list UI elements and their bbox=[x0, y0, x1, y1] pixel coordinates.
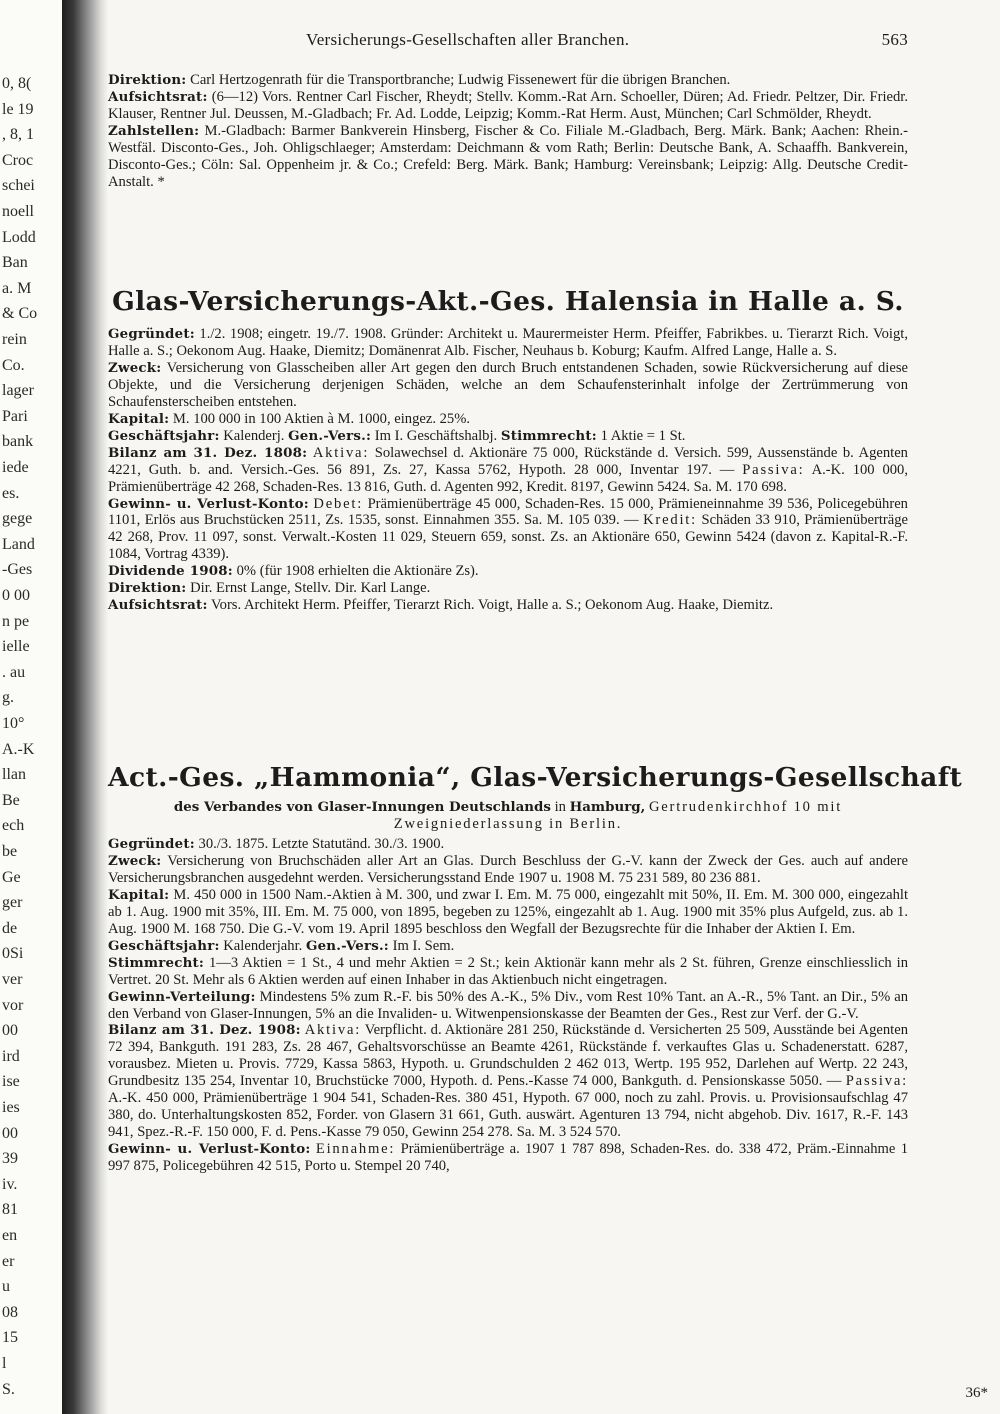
gutter-fragment: iede bbox=[2, 459, 29, 476]
hammonia-stimmrecht bbox=[108, 955, 908, 989]
hammonia-kapital bbox=[108, 887, 908, 938]
gutter-fragment: ies bbox=[2, 1099, 20, 1116]
zahlstellen-text: M.-Gladbach: Barmer Bankverein Hinsberg, Fischer & Co. Filiale M.-Gladbach, Berg. Märk. Bank; Aachen: Rhein.-Westfäl. Disconto-Ges., Joh. Ohligschlaeger; Amsterdam: Deichmann & vom Rath; Berlin: Deutsche Bank, A. Schaaffh. Bankverein, Disconto-Ges.; Cöln: Sal. Oppenheim jr. & Co.; Crefeld: Berg. Märk. Bank; Hamburg: Vereinsbank; Leipzig: Allg. Deutsche Credit-Anstalt. * bbox=[108, 122, 908, 190]
geschaeftsjahr-label: Geschäftsjahr: bbox=[108, 937, 220, 954]
gutter-fragment: n pe bbox=[2, 612, 30, 630]
direktion-label: Direktion: bbox=[108, 72, 187, 88]
gutter-fragment: 15 bbox=[2, 1329, 18, 1347]
stimmrecht-label: Stimmrecht: bbox=[500, 427, 597, 444]
zweck-label: Zweck: bbox=[108, 359, 162, 376]
zweck-text: Versicherung von Glasscheiben aller Art gegen den durch Bruch entstandenen Schaden, sowie Rückversicherung auf diese Objekte, und die Versicherung derjenigen Schäden, welche an dem Schaufensterinhalt infolge der Zertrümmerung von Schaufensterscheiben entstehen. bbox=[108, 359, 908, 410]
gutter-fragment: llan bbox=[2, 766, 26, 784]
hammonia-bilanz bbox=[108, 1022, 908, 1141]
kapital-label: Kapital: bbox=[108, 410, 170, 427]
halensia-zweck bbox=[108, 360, 908, 411]
gutter-fragment: ird bbox=[2, 1047, 20, 1065]
aktiva-label: Aktiva: bbox=[304, 1022, 362, 1039]
signature-mark: 36* bbox=[965, 1385, 988, 1401]
passiva-text: A.-K. 100 000, Prämienüberträge 42 268, Schaden-Res. 13 816, Guth. d. Agenten 992, Kredit. 8197, Gewinn 5424. Sa. M. 170 698. bbox=[108, 461, 908, 495]
gutter-fragment: & Co bbox=[2, 305, 38, 323]
kapital-text: M. 100 000 in 100 Aktien à M. 1000, eingez. 25%. bbox=[172, 410, 471, 427]
gutter-fragment: 0Si bbox=[2, 945, 24, 963]
dividende-text: 0% (für 1908 erhielten die Aktionäre Zs). bbox=[236, 563, 479, 580]
gutter-fragment: be bbox=[2, 843, 18, 860]
geschaeftsjahr-text: Kalenderjahr. bbox=[223, 937, 303, 954]
zahlstellen-paragraph bbox=[108, 123, 908, 191]
subtitle-address: Gertrudenkirchhof 10 mit Zweigniederlassung in Berlin. bbox=[393, 799, 843, 832]
aufsichtsrat-label: Aufsichtsrat: bbox=[108, 88, 208, 105]
aufsichtsrat-label: Aufsichtsrat: bbox=[108, 597, 208, 614]
kredit-label: Kredit: bbox=[643, 512, 698, 529]
hammonia-title: Act.-Ges. „Hammonia“, Glas-Versicherungs-Gesellschaft bbox=[108, 762, 963, 793]
hammonia-geschaeftsjahr bbox=[108, 938, 908, 955]
gutter-fragment: bank bbox=[2, 433, 34, 451]
gegruendet-label: Gegründet: bbox=[108, 326, 195, 342]
hammonia-body bbox=[108, 836, 908, 1175]
gutter-fragment: en bbox=[2, 1227, 18, 1244]
gegruendet-text: 1./2. 1908; eingetr. 19./7. 1908. Gründer: Architekt u. Maurermeister Herm. Pfeiffer, Fabrikbes. u. Tierarzt Rich. Voigt, Halle a. S.; Oekonom Aug. Haake, Diemitz; Domänenrat Alb. Fischer, Neuhaus b. Koburg; Kaufm. Alfred Lange, Halle a. S. bbox=[108, 326, 908, 359]
zweck-text: Versicherung von Bruchschäden aller Art an Glas. Durch Beschluss der G.-V. kann der Zweck der Ges. auch auf andere Versicherungsbranchen ausgedehnt werden. Versicherungsstand Ende 1907 u. 1908 M. 75 231 589, 80 236 881. bbox=[108, 852, 908, 886]
stimmrecht-label: Stimmrecht: bbox=[108, 954, 205, 971]
einnahme-text: Prämienüberträge a. 1907 1 787 898, Schaden-Res. do. 338 472, Präm.-Einnahme 1 997 875, Policegebühren 42 515, Porto u. Stempel 20 740, bbox=[108, 1141, 908, 1175]
gutter-fragment: ech bbox=[2, 817, 25, 835]
stimmrecht-text: 1 Aktie = 1 St. bbox=[600, 427, 686, 444]
gutter-fragment: Ban bbox=[2, 254, 28, 272]
zweck-label: Zweck: bbox=[108, 852, 162, 869]
gutter-fragment: rein bbox=[2, 331, 27, 348]
gutter-fragment: ger bbox=[2, 894, 23, 912]
halensia-aufsichtsrat bbox=[108, 597, 908, 614]
running-title: Versicherungs-Gesellschaften aller Branchen. bbox=[306, 30, 630, 49]
geschaeftsjahr-label: Geschäftsjahr: bbox=[108, 427, 220, 444]
gutter-fragment: A.-K bbox=[2, 740, 35, 758]
kapital-text: M. 450 000 in 1500 Nam.-Aktien à M. 300, und zwar I. Em. M. 75 000, eingezahlt mit 50%, II. Em. M. 300 000, eingezahlt ab 1. Aug. 1900 mit 35%, III. Em. M. 75 000, von 1895, begeben zu 125%, eingezahlt ab 1. Aug. 1900 mit 35% plus Aufgeld, zus. ab 1. Aug. 1900 M. 168 750. Die G.-V. vom 19. April 1895 beschloss den Wegfall der Bezugsrechte für die Inhaber der Aktien I. Em. bbox=[108, 886, 909, 937]
aufsichtsrat-text: (6—12) Vors. Rentner Carl Fischer, Rheydt; Stellv. Komm.-Rat Arn. Schoeller, Düren; Ad. Friedr. Peltzer, Dir. Friedr. Klauser, Rentner Jul. Deussen, M.-Gladbach; Fr. Ad. Lodde, Leipzig; Komm.-Rat Herm. Aust, München; Carl Schmölder, Rheydt. bbox=[108, 88, 908, 122]
halensia-title: Glas-Versicherungs-Akt.-Ges. Halensia in Halle a. S. bbox=[112, 286, 904, 317]
passiva-text: A.-K. 450 000, Prämienüberträge 1 904 541, Schaden-Res. 380 451, Hypoth. 67 000, noch zu zahl. Provis. u. Provisionsaufschlag 47 380, do. Unterhaltungskosten 852, Forder. von Glasern 31 661, Guth. auswärt. Agenturen 13 794, nicht abgehob. Div. 1617, R.-F. 143 941, Spez.-R.-F. 150 000, F. d. Pens.-Kasse 79 050, Gewinn 254 278. Sa. M. 3 524 570. bbox=[108, 1090, 908, 1141]
gutter-fragment: ver bbox=[2, 971, 23, 988]
gutter-fragment: ise bbox=[2, 1073, 20, 1091]
aufsichtsrat-text: Vors. Architekt Herm. Pfeiffer, Tierarzt Rich. Voigt, Halle a. S.; Oekonom Aug. Haake, Diemitz. bbox=[210, 597, 774, 614]
gutter-fragment: iv. bbox=[2, 1175, 18, 1193]
genvers-text: Im I. Sem. bbox=[392, 937, 455, 954]
gutter-fragment: schei bbox=[2, 177, 35, 195]
passiva-label: Passiva: bbox=[845, 1073, 908, 1090]
page-number: 563 bbox=[881, 30, 908, 49]
halensia-geschaeftsjahr bbox=[108, 428, 908, 445]
gutter-fragment: Pari bbox=[2, 407, 28, 425]
gutter-fragment: 10° bbox=[2, 715, 25, 732]
genvers-label: Gen.-Vers.: bbox=[305, 937, 389, 954]
gutter-fragment: a. M bbox=[2, 279, 32, 297]
direktion-label: Direktion: bbox=[108, 580, 187, 597]
hammonia-gegruendet bbox=[108, 836, 908, 853]
gutter-fragment: Co. bbox=[2, 356, 25, 374]
gutter-fragment: de bbox=[2, 919, 18, 937]
hammonia-subtitle bbox=[108, 799, 908, 833]
gewinnverteilung-text: Mindestens 5% zum R.-F. bis 50% des A.-K., 5% Div., vom Rest 10% Tant. an A.-R., 5% Tant. an Dir., 5% an den Verband von Glaser-Innungen, 5% an die Invaliden- u. Witwenpensionskasse der Beamten der Ges., Rest zur Verf. der G.-V. bbox=[108, 988, 908, 1022]
adjacent-page-gutter bbox=[0, 0, 62, 1414]
passiva-label: Passiva: bbox=[742, 461, 805, 478]
debet-label: Debet: bbox=[313, 495, 364, 512]
hammonia-entry bbox=[108, 762, 963, 793]
gutter-fragment: Be bbox=[2, 791, 20, 809]
gutter-fragment: 0, 8( bbox=[2, 75, 32, 92]
halensia-entry bbox=[108, 286, 908, 317]
gutter-fragment: gege bbox=[2, 510, 33, 528]
geschaeftsjahr-text: Kalenderj. bbox=[223, 427, 285, 444]
gutter-fragment: noell bbox=[2, 203, 34, 220]
gutter-fragment: 81 bbox=[2, 1201, 18, 1219]
gutter-fragment: le 19 bbox=[2, 100, 34, 118]
aktiva-text: Verpflicht. d. Aktionäre 281 250, Rückstände d. Versicherten 25 509, Ausstände bei Agenten 72 394, Bankguth. 191 283, Zs. 28 467, Gehaltsvorschüsse an Beamte 4261, Rückstände f. verkauftes Glas u. Schadenerstatt. 6287, vorausbez. Mieten u. Provis. 7729, Kassa 5863, Hypoth. u. Grundschulden 2 462 013, Wertp. 195 952, Darlehen auf Wertp. 22 243, Grundbesitz 135 254, Inventar 10, Bruchstücke 7000, Hypoth. d. Pens.-Kasse 74 000, Bankguth. d. Pensionskasse 5050. — bbox=[108, 1022, 908, 1090]
bilanz-label: Bilanz am 31. Dez. 1808: bbox=[108, 444, 308, 461]
einnahme-label: Einnahme: bbox=[315, 1141, 396, 1158]
gutter-fragment: 08 bbox=[2, 1303, 18, 1321]
gutter-fragment: Lodd bbox=[2, 228, 36, 246]
gutter-fragment: . au bbox=[2, 663, 26, 681]
gegruendet-label: Gegründet: bbox=[108, 836, 195, 852]
aktiva-label: Aktiva: bbox=[312, 444, 370, 461]
halensia-dividende bbox=[108, 563, 908, 580]
kredit-text: Schäden 33 910, Prämienüberträge 42 268, Prov. 11 097, sonst. Verwalt.-Kosten 11 029, Steuern 659, sonst. Zs. an Aktionäre 650, Gewinn 5424 (davon z. Kapital-R.-F. 1084, Vortrag 4339). bbox=[108, 512, 909, 563]
stimmrecht-text: 1—3 Aktien = 1 St., 4 und mehr Aktien = 2 St.; kein Aktionär kann mehr als 2 St. führen, Grenze einschliesslich in Vertret. 20 St. Mehr als 6 Aktien werden auf einen Inhaber in das Aktienbuch nicht eingetragen. bbox=[108, 954, 908, 988]
gutter-fragment: S. bbox=[2, 1380, 15, 1398]
zahlstellen-label: Zahlstellen: bbox=[108, 122, 200, 139]
gutter-fragment: es. bbox=[2, 484, 20, 502]
aktiva-text: Solawechsel d. Aktionäre 75 000, Rückstände d. Versich. 599, Aussenstände b. Agenten 4221, Guth. b. and. Versich.-Ges. 56 891, Zs. 27, Kassa 5762, Hypoth. 28 000, Inventar 197. — bbox=[108, 444, 908, 478]
gutter-fragment: er bbox=[2, 1252, 15, 1270]
hammonia-subtitle-block bbox=[108, 799, 908, 833]
halensia-bilanz bbox=[108, 445, 908, 496]
genvers-text: Im I. Geschäftshalbj. bbox=[374, 427, 498, 444]
gutter-fragment: -Ges bbox=[2, 561, 33, 579]
hammonia-zweck bbox=[108, 853, 908, 887]
gutter-fragment: 00 bbox=[2, 1124, 18, 1142]
aufsichtsrat-paragraph bbox=[108, 89, 908, 123]
gutter-fragment: Land bbox=[2, 535, 35, 553]
direktion-text: Dir. Ernst Lange, Stellv. Dir. Karl Lange. bbox=[190, 580, 431, 597]
direktion-text: Carl Hertzogenrath für die Transportbranche; Ludwig Fissenewert für die übrigen Branchen. bbox=[190, 72, 731, 88]
gutter-fragment: vor bbox=[2, 996, 24, 1014]
genvers-label: Gen.-Vers.: bbox=[288, 427, 372, 444]
halensia-kapital bbox=[108, 411, 908, 428]
gewinnverteilung-label: Gewinn-Verteilung: bbox=[108, 988, 256, 1005]
dividende-label: Dividende 1908: bbox=[108, 563, 233, 580]
debet-text: Prämienüberträge 45 000, Schaden-Res. 15 000, Prämieneinnahme 39 536, Policegebühren 1101, Erlös aus Bruchstücken 2511, Zs. 1535, sonst. Einnahmen 355. Sa. M. 105 039. — bbox=[108, 495, 908, 529]
kapital-label: Kapital: bbox=[108, 886, 170, 903]
hammonia-gewinn-konto bbox=[108, 1141, 908, 1175]
hammonia-gewinnverteilung bbox=[108, 989, 908, 1023]
halensia-body bbox=[108, 326, 908, 614]
gutter-fragment: 39 bbox=[2, 1150, 18, 1168]
gewinn-konto-label: Gewinn- u. Verlust-Konto: bbox=[108, 495, 309, 512]
gutter-fragment: lager bbox=[2, 382, 34, 400]
gutter-fragment: 0 00 bbox=[2, 587, 30, 604]
gutter-fragment: ielle bbox=[2, 638, 30, 656]
gutter-fragment: Croc bbox=[2, 151, 34, 169]
subtitle-in: in bbox=[554, 799, 566, 815]
page bbox=[108, 0, 963, 1414]
running-header bbox=[108, 30, 908, 54]
subtitle-verband: des Verbandes von Glaser-Innungen Deutschlands bbox=[173, 799, 551, 815]
gutter-fragment: Ge bbox=[2, 868, 21, 886]
gutter-fragment: l bbox=[2, 1355, 7, 1372]
subtitle-city: Hamburg, bbox=[569, 799, 646, 815]
gutter-fragment: , 8, 1 bbox=[2, 126, 34, 144]
book-fold-shadow bbox=[62, 0, 108, 1414]
gutter-fragment: g. bbox=[2, 689, 14, 707]
previous-company-entry bbox=[108, 72, 908, 191]
gutter-fragment: u bbox=[2, 1278, 10, 1296]
gutter-fragment: 00 bbox=[2, 1022, 18, 1040]
direktion-paragraph bbox=[108, 72, 908, 89]
gegruendet-text: 30./3. 1875. Letzte Statutänd. 30./3. 1900. bbox=[198, 836, 445, 852]
gewinn-konto-label: Gewinn- u. Verlust-Konto: bbox=[108, 1141, 311, 1158]
halensia-gegruendet bbox=[108, 326, 908, 360]
halensia-gewinn-konto bbox=[108, 496, 908, 564]
halensia-direktion bbox=[108, 580, 908, 597]
bilanz-label: Bilanz am 31. Dez. 1908: bbox=[108, 1022, 301, 1039]
